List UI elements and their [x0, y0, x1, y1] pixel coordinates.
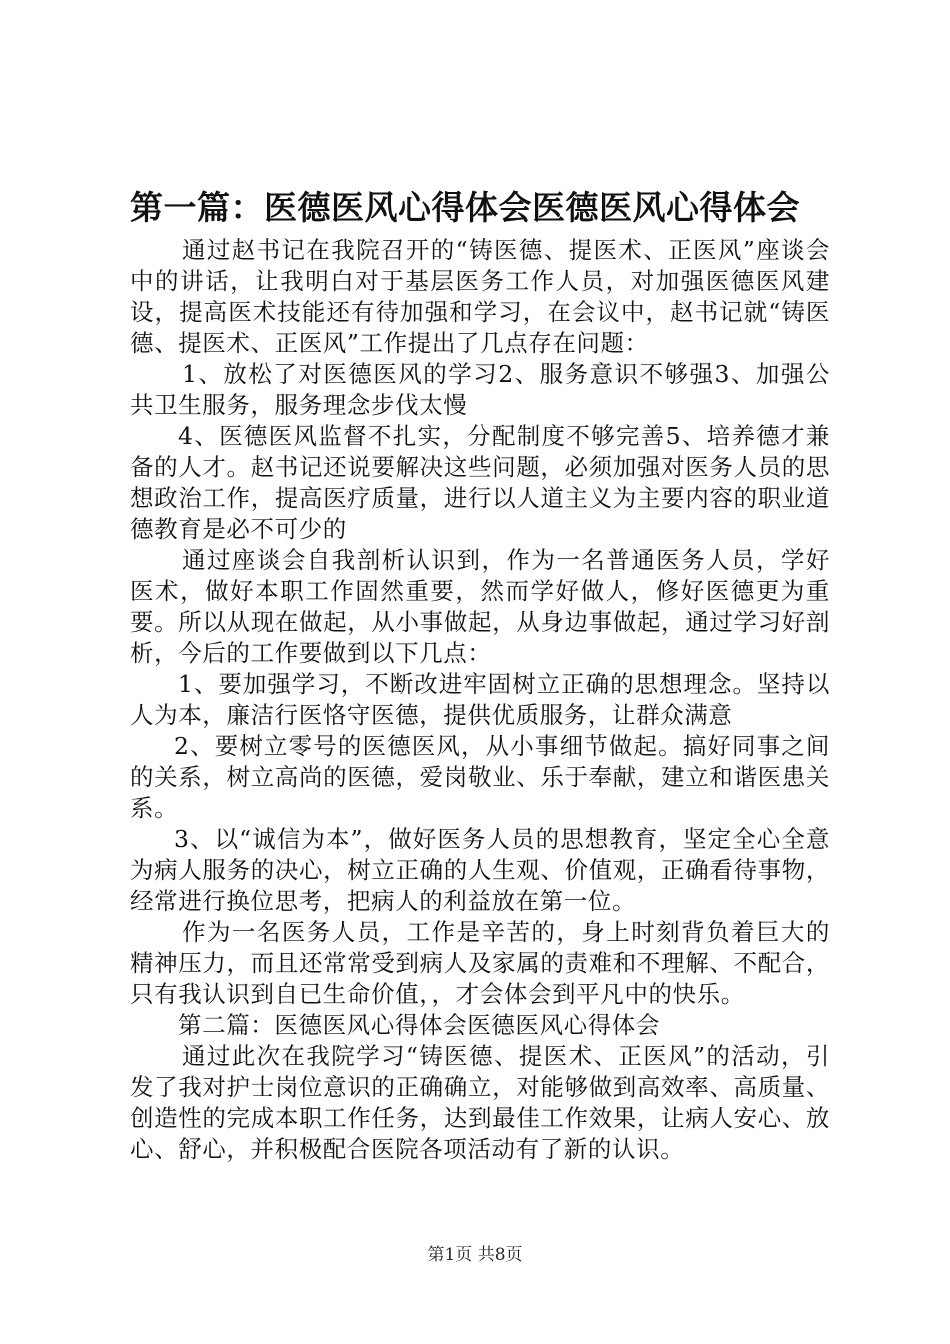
paragraph-problems-1: 1、放松了对医德医风的学习2、服务意识不够强3、加强公共卫生服务，服务理念步伐太慢 — [130, 360, 830, 419]
paragraph-point-3: 3、以“诚信为本”，做好医务人员的思想教育，坚定全心全意为病人服务的决心，树立正确的人生观、价值观，正确看待事物，经常进行换位思考，把病人的利益放在第一位。 — [130, 825, 830, 915]
paragraph-point-2: 2、要树立零号的医德医风，从小事细节做起。搞好同事之间的关系，树立高尚的医德，爱岗敬业、乐于奉献，建立和谐医患关系。 — [130, 732, 830, 822]
paragraph-second-intro: 通过此次在我院学习“铸医德、提医术、正医风”的活动，引发了我对护士岗位意识的正确确立，对能够做到高效率、高质量、创造性的完成本职工作任务，达到最佳工作效果，让病人安心、放心、舒心，并积极配合医院各项活动有了新的认识。 — [130, 1042, 830, 1163]
paragraph-point-1: 1、要加强学习，不断改进牢固树立正确的思想理念。坚持以人为本，廉洁行医恪守医德，提供优质服务，让群众满意 — [130, 670, 830, 729]
paragraph-self-analysis: 通过座谈会自我剖析认识到，作为一名普通医务人员，学好医术，做好本职工作固然重要，然而学好做人，修好医德更为重要。所以从现在做起，从小事做起，从身边事做起，通过学习好剖析，今后的工作要做到以下几点： — [130, 546, 830, 667]
page-number-footer: 第1页 共8页 — [427, 1245, 523, 1265]
section-heading-second: 第二篇：医德医风心得体会医德医风心得体会 — [178, 1011, 660, 1039]
paragraph-problems-2: 4、医德医风监督不扎实，分配制度不够完善5、培养德才兼备的人才。赵书记还说要解决这些问题，必须加强对医务人员的思想政治工作，提高医疗质量，进行以人道主义为主要内容的职业道德教育是必不可少的 — [130, 422, 830, 543]
paragraph-intro: 通过赵书记在我院召开的“铸医德、提医术、正医风”座谈会中的讲话，让我明白对于基层医务工作人员，对加强医德医风建设，提高医术技能还有待加强和学习，在会议中，赵书记就“铸医德、提医术、正医风”工作提出了几点存在问题： — [130, 236, 830, 357]
document-title: 第一篇：医德医风心得体会医德医风心得体会 — [130, 188, 800, 227]
paragraph-conclusion: 作为一名医务人员，工作是辛苦的，身上时刻背负着巨大的精神压力，而且还常常受到病人及家属的责难和不理解、不配合，只有我认识到自已生命价值，，才会体会到平凡中的快乐。 — [130, 918, 830, 1008]
document-body — [130, 235, 830, 1165]
